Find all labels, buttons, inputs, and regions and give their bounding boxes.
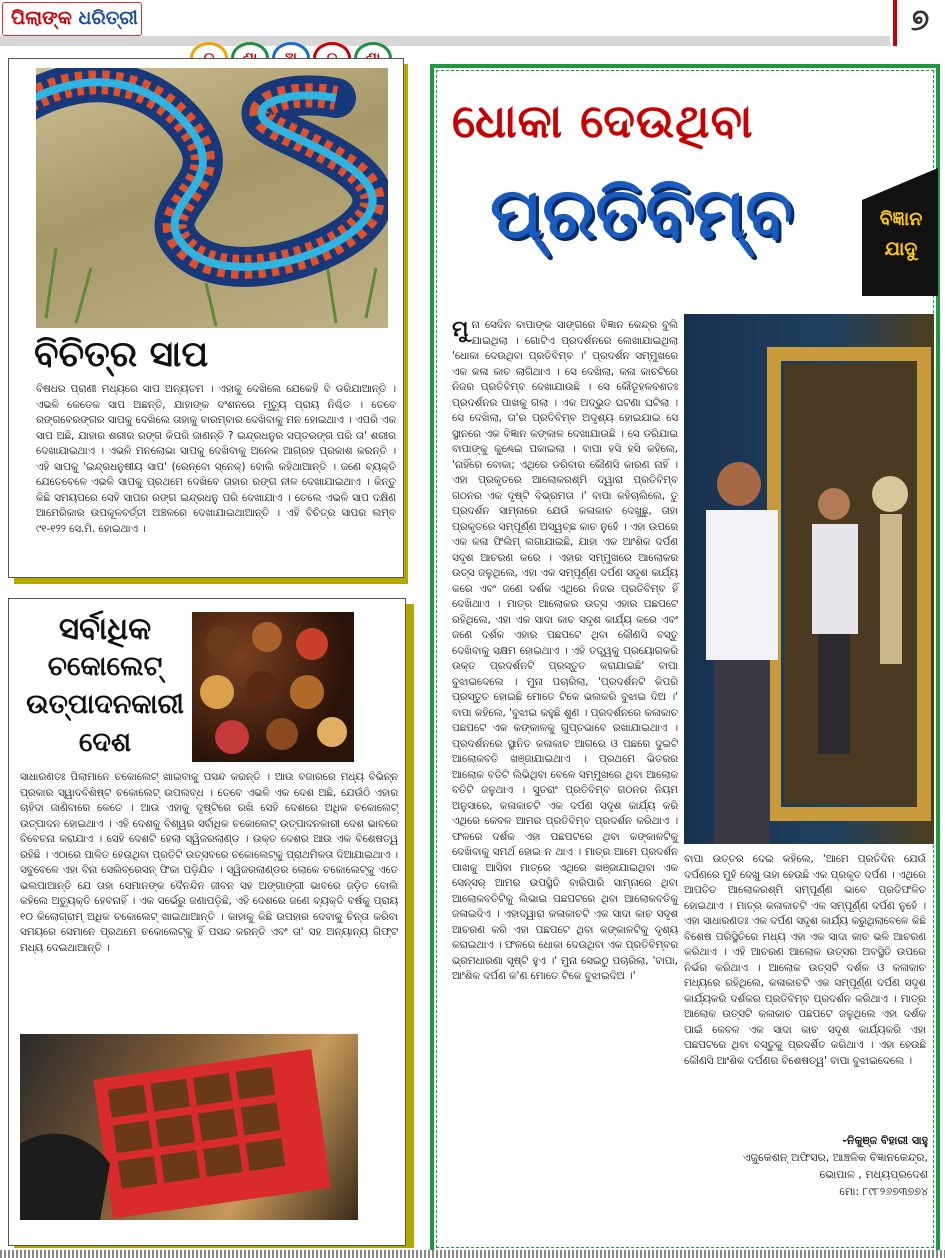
drop-cap: ମୁ: [452, 317, 469, 342]
category-tag-line2: ଯାଦୁ: [884, 238, 918, 260]
main-title-line1: ଧୋକା ଦେଉଥିବା: [452, 94, 754, 148]
chocolate-title-line4: ଦେଶ: [78, 727, 132, 758]
snake-illustration: [36, 68, 388, 328]
chocolates-image: [192, 612, 354, 762]
author-block: [684, 1132, 928, 1200]
author-phone: ମୋ: ୮୯୮୨୬୭୩୭୭୪: [839, 1185, 928, 1198]
author-place: ଭୋପାଳ , ମଧ୍ୟପ୍ରଦେଶ: [819, 1168, 928, 1181]
logo-part1: ପିଲାଙ୍କ: [11, 7, 72, 29]
chocolate-box-image: [20, 1034, 358, 1220]
snake-title: ବିଚିତ୍ର ସାପ: [34, 334, 209, 375]
chocolates-illustration: [192, 612, 354, 762]
chocolate-box-illustration: [20, 1034, 358, 1220]
author-name: -ନିକୁଞ୍ଜ ବିହାରୀ ସାହୁ: [842, 1134, 928, 1147]
snake-image: [36, 68, 388, 328]
article-right-column: ବାପା ଉତ୍ତର ଦେଇ କହିଲେ, 'ଆମେ ପ୍ରତିଦିନ ଯେଉଁ ଦର୍ପଣରେ ମୁହଁ ଦେଖୁ ତାହା ହେଉଛି ଏକ ପ୍ରକୃତ ଦର୍ପଣ । ଏଥିରେ ଆପତିତ ଆଲୋକରଶ୍ମି ସମ୍ପୂର୍ଣ୍ଣ ଭାବେ ପ୍ରତିଫଳିତ ହୋଇଥାଏ । ମାତ୍ର କଳାକାଚଟି ଏକ ସମ୍ପୂର୍ଣ୍ଣ ଦର୍ପଣ ନୁହେଁ । ଏହା ସାଧାରଣତଃ ଏକ ଦର୍ପଣ ସଦୃଶ କାର୍ଯ୍ୟ କରୁଥିଲାବେଳେ କିଛି ବିଶେଷ ପରିସ୍ଥିତିରେ ମଧ୍ୟ ଏହା ଏକ ସାଦା କାଚ ଭଳି ଆଚରଣ କରିଥାଏ । ଏହି ଆଚରଣ ଆଲୋକ ଉତ୍ସର ଅବସ୍ଥିତି ଉପରେ ନିର୍ଭର କରିଥାଏ । ଆଲୋକ ଉତ୍ସଟି ଦର୍ଶକ ଓ କଳାକାଚ ମଧ୍ୟରେ ରହିଥିଲେ, କଳାକାଚଟି ଏକ ସମ୍ପୂର୍ଣ୍ଣ ଦର୍ପଣ ସଦୃଶ କାର୍ଯ୍ୟକରି ଦର୍ଶକର ପ୍ରତିବିମ୍ବ ପ୍ରଦର୍ଶନ କରିଥାଏ । ମାତ୍ର ଆଲୋକ ଉତ୍ସଟି କଳାକାଚ ପଛପଟେ ଜଳୁଥିଲେ ଏହା ଦର୍ଶକ ପାଇଁ କେବଳ ଏକ ସାଦା କାଚ ସଦୃଶ କାର୍ଯ୍ୟକରି ଏହା ପଛପଟରେ ଥିବା ବସ୍ତୁକୁ ପ୍ରଦର୍ଶିତ କରିଥାଏ । ଏହା ହେଉଛି କୌଣସି ଆଂଶିକ ଦର୍ପଣର ବିଶେଷତ୍ୱ' ବାପା ବୁଝାଇଦେଲେ ।: [684, 853, 926, 1067]
category-tag-line1: ବିଜ୍ଞାନ: [879, 208, 923, 230]
chocolate-title: [20, 610, 190, 762]
header-bar: [0, 36, 890, 46]
chocolate-title-line2: ଚକୋଲେଟ୍: [47, 651, 163, 682]
chocolate-title-line3: ଉତ୍ପାଦନକାରୀ: [26, 689, 184, 720]
bottom-strip: [0, 1250, 945, 1258]
article-left-column: [452, 318, 678, 985]
page-number: ୭: [893, 0, 943, 46]
logo-part2: ଧରିତ୍ରୀ: [78, 7, 138, 29]
snake-body: ବିଷଧର ପ୍ରାଣୀ ମଧ୍ୟରେ ସାପ ଅନ୍ୟତମ । ଏହାକୁ ଦେଖିଲେ ଯେକେହି ବି ଡରିଯାଆନ୍ତି । ଏଭଳି କେତେକ ସାପ ଅଛନ୍ତି, ଯାହାଙ୍କ ଦଂଶନରେ ମୃତ୍ୟୁ ପ୍ରାୟ ନିଶ୍ଚିତ । ତେବେ ରଙ୍ଗବେରଙ୍ଗର ସାପକୁ ଦେଖିଲେ ତାହାକୁ ବାରମ୍ବାର ଦେଖିବାକୁ ମନ ହୋଇଥାଏ । ଏପରି ଏକ ସାପ ଅଛି, ଯାହାର ଶରୀର ରଙ୍ଗ କିପରି ଜାଣନ୍ତି ? ଇନ୍ଦ୍ରଧନୁର ସପ୍ତରଙ୍ଗ ପରି ତା' ଶରୀର ଦେଖାଯାଇଥାଏ । ଏଭଳି ମନଲୋଭା ସାପକୁ ଦେଖିବାକୁ ଅନେକ ଆଗ୍ରହ ପ୍ରକାଶ କରନ୍ତି । ଏହି ସାପକୁ 'ଇନ୍ଦ୍ରଧନୁଷୀୟ ସାପ' (ରେନ୍‌ବୋ ସ୍ନେକ୍) ବୋଲି କହିଥାଆନ୍ତି । ଜଣେ ବ୍ୟକ୍ତି ଯେତେବେଳେ ଏଭଳି ସାପକୁ ପ୍ରଥମେ ଦେଖିବେ ତାହାର ରଙ୍ଗ ନୀଳ ଦେଖାଯାଇଥାଏ । କିନ୍ତୁ କିଛି ସମୟପରେ ସେହି ସାପର ରଙ୍ଗ ଇନ୍ଦ୍ରଧନୁ ପରି ଦେଖାଯାଏ । ତେଲେ ଏଭଳି ସାପ ଦକ୍ଷିଣ ଆମେରିକାର ଉପକୂଳବର୍ତ୍ତୀ ଅଞ୍ଚଳରେ ଦେଖାଯାଇଥାଆନ୍ତି । ଏହି ବିଚିତ୍ର ସାପର ଲମ୍ବ ୯୧-୧୨୨ ସେ.ମି. ହୋଇଥାଏ ।: [36, 383, 396, 535]
main-title-line2: ପ୍ରତିବିମ୍ବ: [490, 172, 794, 254]
chocolate-body: ସାଧାରଣତଃ ପିଲାମାନେ ଚକୋଲେଟ୍ ଖାଇବାକୁ ପସନ୍ଦ କରନ୍ତି । ଆଉ ବଜାରରେ ମଧ୍ୟ ବିଭିନ୍ନ ପ୍ରକାର ସ୍ୱାଦବିଶିଷ୍ଟ ଚକୋଲେଟ୍ ଉପଲବ୍ଧ । ତେବେ ଏଭଳି ଏକ ଦେଶ ଅଛି, ଯେଉଁଠି ଏହାର ଚାହିଦା ଜାଣିବାରେ କେତେ । ଆଉ ଏହାକୁ ଦୃଷ୍ଟିରେ ରଖି ସେହି ଦେଶରେ ଅଧିକ ଚକୋଲେଟ୍ ଉତ୍ପାଦନ ହୋଇଥାଏ । ଏହି ଦେଶକୁ ବିଶ୍ୱର ସର୍ବାଧିକ ଚକୋଲେଟ୍ ଉତ୍ପାଦନକାରୀ ଦେଶ ଭାବରେ ବିବେଚନା କରାଯାଏ । ସେହି ଦେଶଟି ହେଲା ସ୍ୱିଜରଲାଣ୍ଡ । ଉକ୍ତ ଦେଶର ଆଉ ଏକ ବିଶେଷତ୍ୱ ରହିଛି । ଏଠାରେ ପାଳିତ ହେଉଥିବା ପ୍ରତିଟି ଉତ୍ସବରେ ଚକୋଲେଟ୍‌କୁ ପ୍ରାଥମିକତା ଦିଆଯାଇଥାଏ । ସବୁବେଳେ ଏହା ବିନା ସେଲିବ୍ରେସନ୍ ଫିକା ପଡ଼ିଯିବ । ସ୍ୱିଜରଲାଣ୍ଡର ଲୋକେ ଚକୋଲେଟ୍‌କୁ ଏତେ ଭଲପାଆନ୍ତି ଯେ ତାହା ସେମାନଙ୍କ ଦୈନନ୍ଦିନ ଜୀବନ ସହ ଅଙ୍ଗାଙ୍ଗୀ ଭାବରେ ଜଡ଼ିତ ବୋଲି କହିଲେ ଅତ୍ୟୁକ୍ତି ହେବନାହିଁ । ଏକ ସର୍ଭେରୁ ଜଣାପଡ଼ିଛି, ଏହି ଦେଶରେ ଜଣେ ବ୍ୟକ୍ତି ବର୍ଷକୁ ପ୍ରାୟ ୧୦ କିଲୋଗ୍ରାମ୍ ଅଧିକ ଚକୋଲେଟ୍ ଖାଇଥାଆନ୍ତି । କାହାକୁ କିଛି ଉପହାର ଦେବାକୁ ଚିନ୍ତା କରିବା ସମୟରେ ସେମାନେ ପ୍ରଥମେ ଚକୋଲେଟ୍‌କୁ ହିଁ ପସନ୍ଦ କରନ୍ତି ଏବଂ ତା' ସହ ଅନ୍ୟାନ୍ୟ ଗିଫ୍ଟ ମଧ୍ୟ ଦେଇଥାଆନ୍ତି ।: [20, 771, 398, 954]
exhibit-illustration: [684, 314, 934, 844]
chocolate-title-line1: ସର୍ବାଧିକ: [58, 611, 152, 647]
exhibit-photo: [684, 314, 934, 844]
masthead-logo: [2, 2, 142, 36]
article-left-text: ନା ସେଦିନ ବାପାଙ୍କ ସାଙ୍ଗରେ ବିଜ୍ଞାନ କେନ୍ଦ୍ର ବୁଲି ଯାଇଥିଲା । ଗୋଟିଏ ପ୍ରଦର୍ଶନରେ ଲେଖାଯାଇଥିଲା 'ଧୋକା ଦେଉଥିବା ପ୍ରତିବିମ୍ବ ।' ପ୍ରଦର୍ଶନ ସମ୍ମୁଖରେ ଏକ କଳା କାଚ ଲାଗିଥାଏ । ସେ ଦେଖିଲା, କଳା କାଚଟିରେ ନିଜର ପ୍ରତିବିମ୍ବ ଦେଖାଯାଉଛି । ସେ କୌତୂହଳବଶତଃ ପ୍ରଦର୍ଶନର ପାଖକୁ ଗଲା । ଏକ ଅଦ୍ଭୁତ ଘଟଣା ଘଟିଲା । ସେ ଦେଖିଲା, ତା'ର ପ୍ରତିବିମ୍ବ ଅଦୃଶ୍ୟ ହୋଇଯାଇ ସେ ସ୍ଥାନରେ ଏକ ବିଜ୍ଞାନ କଙ୍କାଳ ଦେଖାଯାଉଛି । ସେ ଡରିଯାଇ ବାପାଙ୍କୁ କୁଣ୍ଢେଇ ପକାଇଲା । ବାପା ହସି ହସି କହିଲେ, 'ନାହିଁରେ ବୋକା; ଏଥିରେ ଡରିବାର କୌଣସି କାରଣ ନାହିଁ । ଏହା ପ୍ରକୃତରେ ଆଲୋକରଶ୍ମି ଦ୍ୱାରା ପ୍ରତିବିମ୍ବ ଗଠନର ଏକ ଦୃଷ୍ଟି ବିଭ୍ରମତା ।' ବାପା କହିଚାଲିଲେ, ତୁ ପ୍ରଦର୍ଶନ ସାମ୍ନାରେ ଯେଉଁ କଳାକାଚ ଦେଖୁଛୁ, ତାହା ପ୍ରକୃତରେ ସମ୍ପୂର୍ଣ୍ଣ ଅସ୍ୱଚ୍ଛ କାଚ ନୁହେଁ । ଏହା ଉପରେ ଏକ କଳା ଫିଲିମ୍ ଲଗାଯାଇଛି, ଯାହା ଏକ ଆଂଶିକ ଦର୍ପଣ ସଦୃଶ ଆଚରଣ କରେ । ଏହାର ସମ୍ମୁଖରେ ଆଲୋକର ଉତ୍ସ ଜଳୁଥିଲେ, ଏହା ଏକ ସମ୍ପୂର୍ଣ୍ଣ ଦର୍ପଣ ସଦୃଶ କାର୍ଯ୍ୟ କରେ ଏବଂ ଜଣେ ଦର୍ଶକ ଏଥିରେ ନିଜର ପ୍ରତିବିମ୍ବ ହିଁ ଦେଖିଥାଏ । ମାତ୍ର ଆଲୋକର ଉତ୍ସ ଏହାର ପଛପଟେ ରହିଥିଲେ, ଏହା ଏକ ସାଦା କାଚ ସଦୃଶ କାର୍ଯ୍ୟ କରେ ଏବଂ ଜଣେ ଦର୍ଶକ ଏହାର ପଛପଟେ ଥିବା କୌଣସି ବସ୍ତୁ ଦେଖିବାକୁ ସକ୍ଷମ ହୋଇଥାଏ । ଏହି ତତ୍ତ୍ୱକୁ ପ୍ରୟୋଗକରି ଉକ୍ତ ପ୍ରଦର୍ଶନଟି ପ୍ରସ୍ତୁତ କରାଯାଇଛି' ବାପା ବୁଝାଇଦେଲେ । ମୁନା ପଚାରିଲା, 'ପ୍ରଦର୍ଶନଟି କିପରି ପ୍ରସ୍ତୁତ ହୋଇଛି ମୋତେ ଟିକେ ଭଲକରି ବୁଝାଇ ଦିଅ ।' ବାପା କହିଲେ, 'ବୁଝାଇ କହୁଛି ଶୁଣ । ପ୍ରଦର୍ଶନରେ କଳାକାଚ ପଛପଟେ ଏକ କଙ୍କାଳକୁ ଗୁପ୍ତଭାବେ ରଖାଯାଇଥାଏ । ପ୍ରଦର୍ଶନରେ ସ୍ଥାନିତ କଳାକାଚ ଆଗରେ ଓ ପଛରେ ଦୁଇଟି ଆଲୋକବତି ଖଞ୍ଜାଯାଇଥାଏ । ପ୍ରଥମେ ଭିତରର ଆଲୋକ ବତିଟି ଲିଭିଥିବା ବେଳେ ସମ୍ମୁଖରେ ଥିବା ଆଲୋକ ବତିଟି ଜଳୁଥାଏ । ସୁତରାଂ ପ୍ରତିବିମ୍ବ ଗଠନର ନିୟମ ଅନୁସାରେ, କଳାକାଚଟି ଏକ ଦର୍ପଣ ସଦୃଶ କାର୍ଯ୍ୟ କରି ଏଥିରେ କେବଳ ଆମର ପ୍ରତିବିମ୍ବ ପ୍ରଦର୍ଶନ କରିଥାଏ । ଫଳରେ ଦର୍ଶକ ଏହା ପଛପଟରେ ଥିବା କଙ୍କାଳଟିକୁ ଦେଖିବାକୁ ସମର୍ଥ ହୋଇ ନ ଥାଏ । ମାତ୍ର ଆମେ ପ୍ରଦର୍ଶନ ପାଖକୁ ଆସିବା ମାତ୍ରେ ଏଥିରେ ଖଞ୍ଜାଯାଇଥିବା ଏକ ସେନ୍‌ସର୍ ଆମର ଉପସ୍ଥିତି ବାରିପାରି ସାମ୍ନାରେ ଥିବା ଆଲୋକବତିଟିକୁ ଲିଭାଇ ପଛପଟରେ ଥିବା ଆଲୋକବତିକୁ ଜଳାଇଦିଏ । ଏହାଦ୍ୱାରା କଳାକାଚଟି ଏକ ସାଦା କାଚ ସଦୃଶ ଆଚରଣ କରି ଏହା ପଛପଟେ ଥିବା କଙ୍କାଳଟିକୁ ଦୃଶ୍ୟ କରାଇଥାଏ । ଫଳରେ ଧୋକା ଦେଉଥିବା ଏକ ପ୍ରତିବିମ୍ବର ଭ୍ରମଧାରଣା ସୃଷ୍ଟି ହୁଏ ।' ମୁନା ସେଇଠୁ ପଚାରିଲା, 'ବାପା, ଆଂଶିକ ଦର୍ପଣ କ'ଣ ମୋତେ ଟିକେ ବୁଝାଇଦିଅ ।': [452, 319, 678, 982]
category-tag-text: [870, 204, 932, 264]
author-role: ଏଜୁକେଶନ୍ ଅଫିସର, ଆଞ୍ଚଳିକ ବିଜ୍ଞାନକେନ୍ଦ୍ର,: [742, 1151, 928, 1164]
